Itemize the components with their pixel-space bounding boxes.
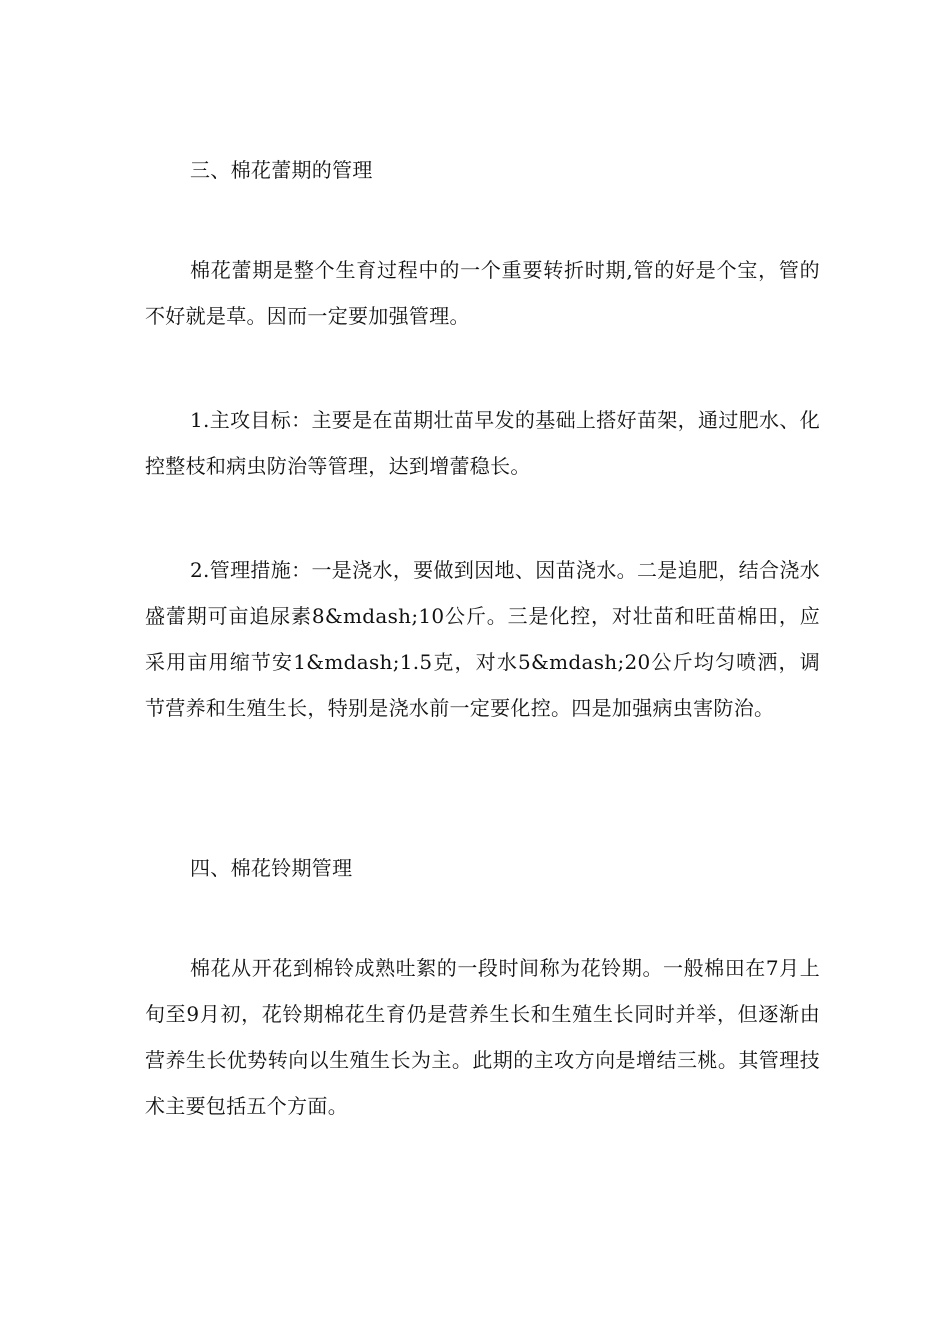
paragraph-main-goal: 1.主攻目标：主要是在苗期壮苗早发的基础上搭好苗架，通过肥水、化控整枝和病虫防治等管理，达到增蕾稳长。 <box>145 408 820 478</box>
section-heading-bud-stage: 三、棉花蕾期的管理 <box>190 158 373 182</box>
section-heading-boll-stage: 四、棉花铃期管理 <box>190 856 353 880</box>
paragraph-boll-stage-intro: 棉花从开花到棉铃成熟吐絮的一段时间称为花铃期。一般棉田在7月上旬至9月初，花铃期棉花生育仍是营养生长和生殖生长同时并举，但逐渐由营养生长优势转向以生殖生长为主。此期的主攻方向是增结三桃。其管理技术主要包括五个方面。 <box>145 956 820 1118</box>
paragraph-bud-stage-intro: 棉花蕾期是整个生育过程中的一个重要转折时期,管的好是个宝，管的不好就是草。因而一定要加强管理。 <box>145 258 820 328</box>
paragraph-management-measures: 2.管理措施：一是浇水，要做到因地、因苗浇水。二是追肥，结合浇水盛蕾期可亩追尿素8&mdash;10公斤。三是化控，对壮苗和旺苗棉田，应采用亩用缩节安1&mdash;1.5克，对水5&mdash;20公斤均匀喷洒，调节营养和生殖生长，特别是浇水前一定要化控。四是加强病虫害防治。 <box>145 558 820 720</box>
